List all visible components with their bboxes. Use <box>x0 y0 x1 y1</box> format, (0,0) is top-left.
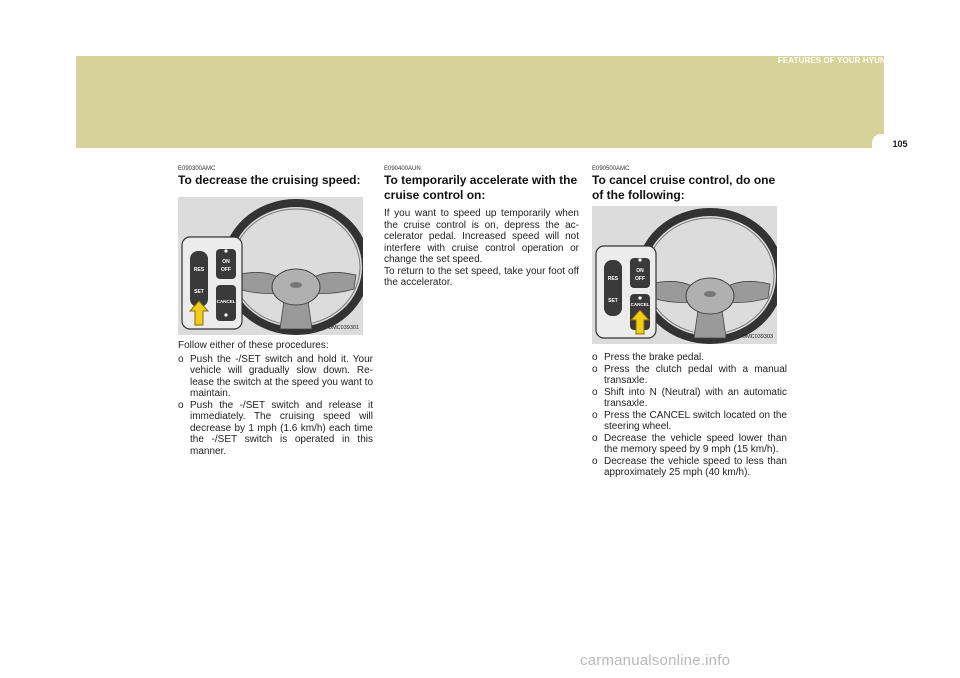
header-band <box>76 56 884 148</box>
section-code: E090400AUN <box>384 166 421 172</box>
bullet-marker: o <box>592 386 598 398</box>
intro-text: Follow either of these procedures: <box>178 340 329 351</box>
column-temporary-accelerate <box>384 162 579 289</box>
bullet-marker: o <box>592 352 598 363</box>
paragraph: To return to the set speed, take your foot off the accelerator. <box>384 265 579 288</box>
list-item: o Decrease the vehicle speed to less than approximately 25 mph (40 km/h). <box>592 455 787 478</box>
section-heading: To cancel cruise control, do one of the following: <box>592 173 776 202</box>
wheel-emblem <box>290 282 302 288</box>
cancel-methods-list <box>592 352 787 479</box>
res-set-switch <box>604 260 622 316</box>
on-label: ON <box>636 268 644 274</box>
res-set-switch <box>190 251 208 307</box>
chapter-number: 1 <box>896 36 910 63</box>
res-label: RES <box>193 267 205 273</box>
column-cancel-cruise <box>592 162 787 479</box>
list-item: o Push the -/SET switch and hold it. Your vehicle will gradually slow down. Re-lease the switch at the speed you want to maintain. <box>178 353 373 399</box>
set-label: SET <box>608 298 618 304</box>
list-item: o Shift into N (Neutral) with an automatic transaxle. <box>592 386 787 409</box>
page-number: 105 <box>872 134 928 152</box>
cancel-label: CANCEL <box>216 299 236 304</box>
off-label: OFF <box>221 267 231 273</box>
list-item: o Push the -/SET switch and release it immediately. The cruising speed will decrease by 1 mph (1.6 km/h) each time the -/SET switch is operated in this manner. <box>178 399 373 457</box>
list-item: o Decrease the vehicle speed lower than the memory speed by 9 mph (15 km/h). <box>592 432 787 455</box>
procedure-list <box>178 354 373 458</box>
wheel-emblem <box>704 291 716 297</box>
section-heading: To decrease the cruising speed: <box>178 173 361 187</box>
list-item: o Press the clutch pedal with a manual transaxle. <box>592 363 787 386</box>
watermark: carmanualsonline.info <box>580 652 731 669</box>
section-code: E090500AMC <box>592 166 630 172</box>
paragraph: If you want to speed up temporarily when the cruise control is on, depress the ac-celerator pedal. Increased speed will not interfere with cruise control operation or change the set speed. <box>384 208 579 265</box>
steering-wheel-illustration <box>592 206 777 344</box>
set-label: SET <box>194 289 204 295</box>
steering-wheel-figure <box>178 197 363 335</box>
bullet-marker: o <box>592 455 598 467</box>
cancel-label: CANCEL <box>630 302 650 307</box>
list-item: o Press the CANCEL switch located on the steering wheel. <box>592 409 787 432</box>
bullet-marker: o <box>178 399 184 411</box>
bullet-marker: o <box>178 353 184 365</box>
res-label: RES <box>607 276 619 282</box>
steering-wheel-figure <box>592 206 777 344</box>
section-label: FEATURES OF YOUR HYUNDAI <box>777 56 900 65</box>
bullet-marker: o <box>592 363 598 375</box>
figure-code: OMC039303 <box>741 334 773 340</box>
bullet-marker: o <box>592 432 598 444</box>
off-label: OFF <box>635 276 645 282</box>
bullet-marker: o <box>592 409 598 421</box>
section-code: E090300AMC <box>178 166 216 172</box>
list-item: o Press the brake pedal. <box>592 352 705 363</box>
on-label: ON <box>222 259 230 265</box>
column-decrease-speed <box>178 162 373 457</box>
section-heading: To temporarily accelerate with the cruise control on: <box>384 173 578 202</box>
steering-wheel-illustration <box>178 197 363 335</box>
figure-code: OMC039301 <box>327 325 359 331</box>
